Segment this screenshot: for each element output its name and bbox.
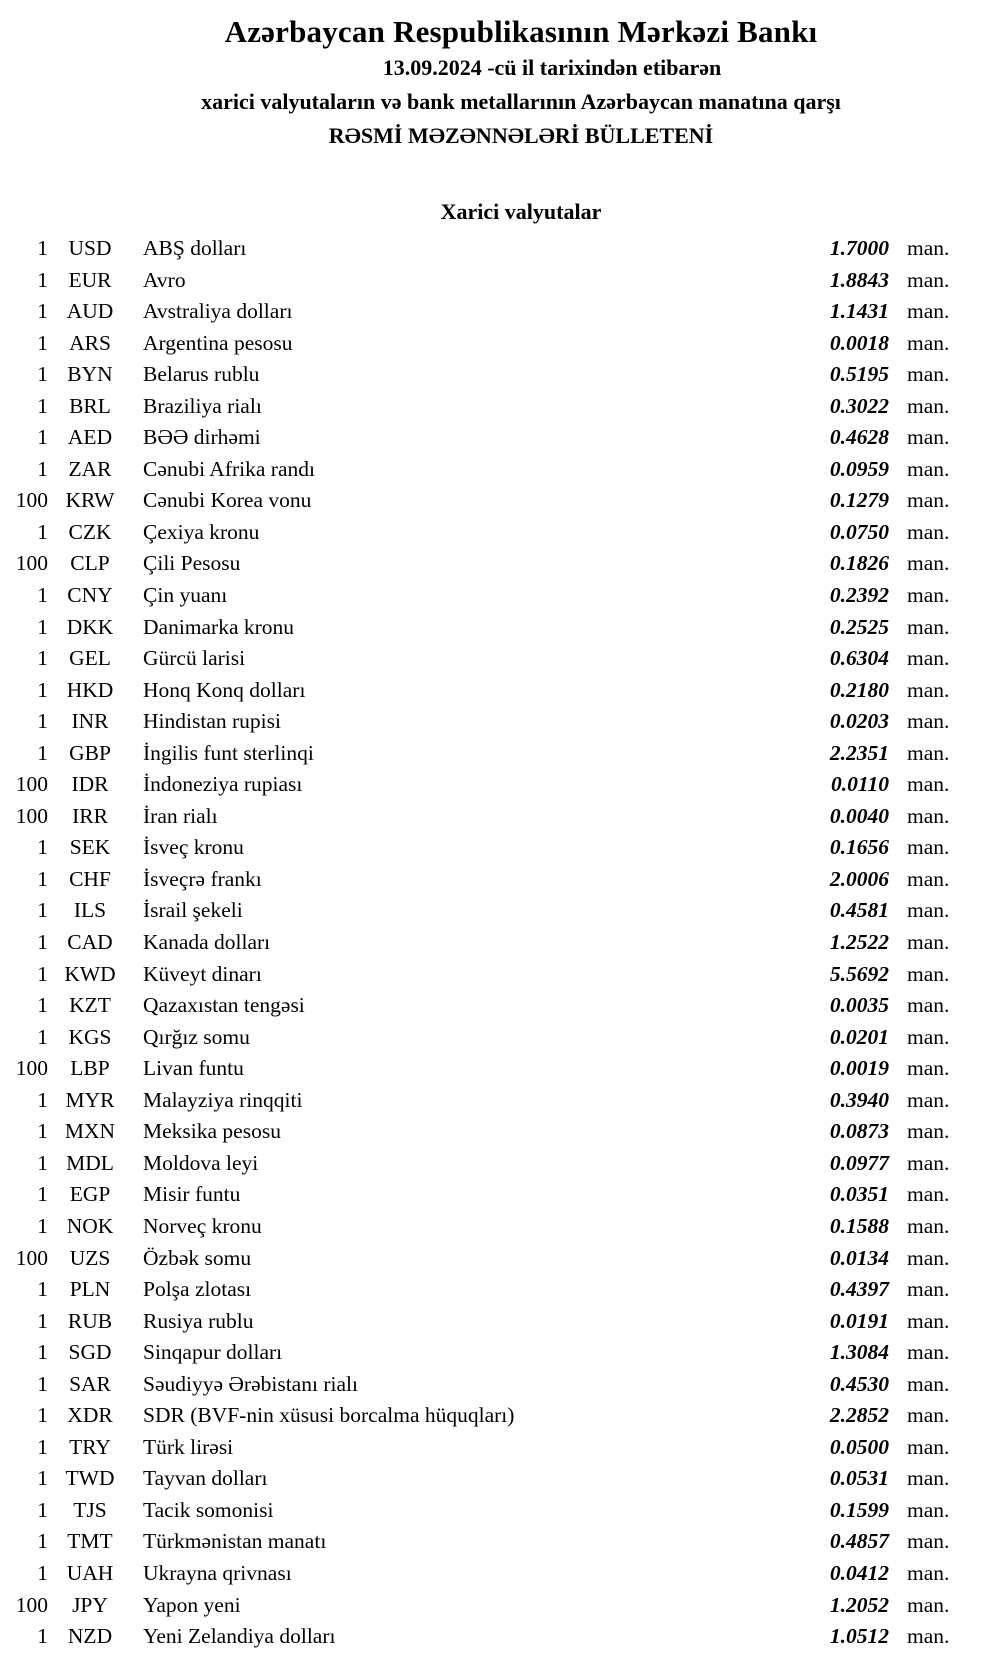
currency-name: İran rialı — [143, 803, 218, 828]
rate-value: 1.3084 — [829, 1340, 889, 1365]
exchange-rate-row — [0, 454, 965, 486]
exchange-rate-row — [0, 959, 965, 991]
currency-name: Rusiya rublu — [143, 1308, 254, 1333]
currency-unit-label: man. — [907, 1087, 950, 1112]
currency-unit-label: man. — [907, 1529, 950, 1554]
currency-unit-label: man. — [907, 1245, 950, 1270]
rate-value: 0.0959 — [829, 456, 889, 481]
rate-value: 5.5692 — [829, 961, 889, 986]
rate-value: 0.0203 — [829, 709, 889, 734]
unit-quantity: 1 — [37, 1119, 48, 1144]
currency-name: Avstraliya dolları — [143, 299, 293, 324]
currency-name: İngilis funt sterlinqi — [143, 740, 314, 765]
currency-name: Moldova leyi — [143, 1150, 259, 1175]
unit-quantity: 1 — [37, 583, 48, 608]
unit-quantity: 1 — [37, 299, 48, 324]
section-title-foreign-currencies: Xarici valyutalar — [440, 199, 602, 224]
rate-value: 0.0019 — [829, 1056, 889, 1081]
currency-code: GEL — [69, 646, 111, 671]
unit-quantity: 1 — [37, 519, 48, 544]
currency-code: KZT — [69, 993, 111, 1018]
rate-value: 1.1431 — [829, 299, 889, 324]
rate-value: 0.4857 — [829, 1529, 889, 1554]
rate-value: 1.2522 — [829, 930, 889, 955]
unit-quantity: 1 — [37, 425, 48, 450]
currency-name: Meksika pesosu — [143, 1119, 281, 1144]
exchange-rate-row — [0, 422, 965, 454]
exchange-rate-row — [0, 832, 965, 864]
rate-value: 0.5195 — [829, 362, 889, 387]
currency-name: Kanada dolları — [143, 930, 271, 955]
unit-quantity: 1 — [37, 1529, 48, 1554]
currency-unit-label: man. — [907, 330, 950, 355]
currency-code: INR — [71, 709, 109, 734]
exchange-rate-row — [0, 1621, 965, 1653]
currency-unit-label: man. — [907, 1403, 950, 1428]
currency-unit-label: man. — [907, 1434, 950, 1459]
rate-value: 0.1656 — [829, 835, 889, 860]
exchange-rate-row — [0, 1337, 965, 1369]
currency-name: Özbək somu — [143, 1245, 252, 1270]
currency-code: MYR — [65, 1087, 115, 1112]
bank-name-title: Azərbaycan Respublikasının Mərkəzi Bankı — [224, 14, 818, 49]
unit-quantity: 1 — [37, 1087, 48, 1112]
currency-unit-label: man. — [907, 709, 950, 734]
exchange-rate-row — [0, 485, 965, 517]
currency-name: ABŞ dolları — [143, 236, 247, 260]
currency-unit-label: man. — [907, 677, 950, 702]
currency-code: KGS — [68, 1024, 112, 1049]
currency-name: Polşa zlotası — [143, 1277, 252, 1302]
unit-quantity: 1 — [37, 267, 48, 292]
currency-code: DKK — [66, 614, 114, 639]
currency-unit-label: man. — [907, 1466, 950, 1491]
unit-quantity: 1 — [37, 1213, 48, 1238]
exchange-rate-row — [0, 612, 965, 644]
currency-code: CZK — [68, 519, 112, 544]
currency-code: HKD — [66, 677, 114, 702]
currency-unit-label: man. — [907, 456, 950, 481]
currency-unit-label: man. — [907, 1213, 950, 1238]
currency-code: PLN — [69, 1277, 111, 1302]
exchange-rate-row — [0, 1369, 965, 1401]
unit-quantity: 1 — [37, 1150, 48, 1175]
exchange-rate-row — [0, 296, 965, 328]
currency-name: Cənubi Afrika randı — [143, 456, 315, 481]
unit-quantity: 1 — [37, 1024, 48, 1049]
unit-quantity: 1 — [37, 393, 48, 418]
currency-unit-label: man. — [907, 1340, 950, 1365]
currency-name: Tacik somonisi — [143, 1497, 274, 1522]
exchange-rate-table — [0, 233, 1000, 1653]
currency-unit-label: man. — [907, 898, 950, 923]
rate-value: 1.0512 — [829, 1624, 889, 1649]
currency-code: TWD — [65, 1466, 115, 1491]
currency-unit-label: man. — [907, 583, 950, 608]
currency-unit-label: man. — [907, 961, 950, 986]
currency-name: Cənubi Korea vonu — [143, 488, 312, 513]
currency-name: Çexiya kronu — [143, 519, 260, 544]
currency-code: NZD — [67, 1624, 113, 1649]
rate-value: 0.0750 — [829, 519, 889, 544]
rate-value: 0.1588 — [829, 1213, 889, 1238]
currency-unit-label: man. — [907, 1624, 950, 1649]
currency-unit-label: man. — [907, 835, 950, 860]
exchange-rate-row — [0, 359, 965, 391]
unit-quantity: 1 — [37, 456, 48, 481]
currency-unit-label: man. — [907, 930, 950, 955]
currency-code: IDR — [71, 772, 109, 797]
currency-code: GBP — [69, 740, 111, 765]
currency-name: Misir funtu — [143, 1182, 241, 1207]
exchange-rate-row — [0, 233, 965, 265]
currency-unit-label: man. — [907, 614, 950, 639]
exchange-rate-row — [0, 1495, 965, 1527]
currency-unit-label: man. — [907, 488, 950, 513]
exchange-rate-row — [0, 675, 965, 707]
unit-quantity: 1 — [37, 898, 48, 923]
currency-name: Danimarka kronu — [143, 614, 295, 639]
rate-value: 0.4581 — [829, 898, 889, 923]
currency-code: BRL — [69, 393, 111, 418]
rate-value: 0.0110 — [831, 772, 889, 797]
exchange-rate-row — [0, 1053, 965, 1085]
currency-code: RUB — [67, 1308, 113, 1333]
currency-code: XDR — [67, 1403, 113, 1428]
currency-code: CNY — [67, 583, 113, 608]
rate-value: 0.2180 — [829, 677, 889, 702]
currency-name: Səudiyyə Ərəbistanı rialı — [143, 1371, 358, 1396]
exchange-rate-row — [0, 517, 965, 549]
exchange-rate-row — [0, 1306, 965, 1338]
unit-quantity: 1 — [37, 677, 48, 702]
currency-code: SAR — [69, 1371, 111, 1396]
exchange-rate-row — [0, 864, 965, 896]
unit-quantity: 1 — [37, 1497, 48, 1522]
currency-code: EGP — [69, 1182, 111, 1207]
unit-quantity: 1 — [37, 362, 48, 387]
currency-code: ILS — [73, 898, 107, 923]
currency-unit-label: man. — [907, 803, 950, 828]
rate-value: 2.2351 — [829, 740, 889, 765]
exchange-rate-row — [0, 738, 965, 770]
rate-value: 2.2852 — [829, 1403, 889, 1428]
currency-unit-label: man. — [907, 646, 950, 671]
exchange-rate-row — [0, 580, 965, 612]
currency-name: Qazaxıstan tengəsi — [143, 993, 305, 1018]
currency-unit-label: man. — [907, 519, 950, 544]
rate-value: 0.6304 — [829, 646, 889, 671]
unit-quantity: 1 — [37, 866, 48, 891]
exchange-rate-row — [0, 1243, 965, 1275]
currency-name: Çili Pesosu — [143, 551, 241, 576]
unit-quantity: 1 — [37, 993, 48, 1018]
exchange-rate-row — [0, 895, 965, 927]
exchange-rate-row — [0, 1432, 965, 1464]
currency-unit-label: man. — [907, 1592, 950, 1617]
currency-unit-label: man. — [907, 1277, 950, 1302]
rate-value: 0.1826 — [829, 551, 889, 576]
currency-code: JPY — [72, 1592, 108, 1617]
currency-unit-label: man. — [907, 1560, 950, 1585]
currency-name: Hindistan rupisi — [143, 709, 281, 734]
unit-quantity: 100 — [15, 803, 48, 828]
currency-code: BYN — [67, 362, 113, 387]
unit-quantity: 1 — [37, 961, 48, 986]
currency-unit-label: man. — [907, 993, 950, 1018]
exchange-rate-row — [0, 1590, 965, 1622]
unit-quantity: 1 — [37, 1277, 48, 1302]
rate-value: 0.0018 — [829, 330, 889, 355]
currency-code: KWD — [64, 961, 116, 986]
currency-unit-label: man. — [907, 362, 950, 387]
subject-line: xarici valyutaların və bank metallarının Azərbaycan manatına qarşı — [201, 89, 841, 114]
exchange-rate-row — [0, 769, 965, 801]
unit-quantity: 1 — [37, 236, 48, 260]
unit-quantity: 1 — [37, 1466, 48, 1491]
currency-unit-label: man. — [907, 267, 950, 292]
exchange-rate-row — [0, 1526, 965, 1558]
rate-value: 0.0977 — [829, 1150, 889, 1175]
currency-code: IRR — [72, 803, 108, 828]
currency-name: Türkmənistan manatı — [143, 1529, 327, 1554]
unit-quantity: 100 — [15, 551, 48, 576]
unit-quantity: 1 — [37, 740, 48, 765]
currency-code: TMT — [67, 1529, 113, 1554]
currency-code: SGD — [68, 1340, 112, 1365]
currency-code: MDL — [66, 1150, 114, 1175]
rate-value: 2.0006 — [829, 866, 889, 891]
exchange-rate-row — [0, 1400, 965, 1432]
rate-value: 0.0351 — [829, 1182, 889, 1207]
currency-name: İsrail şekeli — [143, 898, 243, 923]
unit-quantity: 1 — [37, 1308, 48, 1333]
rate-value: 0.4628 — [829, 425, 889, 450]
unit-quantity: 1 — [37, 614, 48, 639]
currency-name: Gürcü larisi — [143, 646, 246, 671]
currency-code: CAD — [67, 930, 113, 955]
exchange-rate-row — [0, 1274, 965, 1306]
exchange-rate-row — [0, 1211, 965, 1243]
currency-unit-label: man. — [907, 1024, 950, 1049]
exchange-rate-row — [0, 643, 965, 675]
bulletin-title-line: RƏSMİ MƏZƏNNƏLƏRİ BÜLLETENİ — [328, 123, 714, 148]
currency-name: Honq Konq dolları — [143, 677, 306, 702]
unit-quantity: 100 — [15, 488, 48, 513]
exchange-rate-row — [0, 1116, 965, 1148]
currency-code: TRY — [69, 1434, 111, 1459]
currency-code: AUD — [66, 299, 114, 324]
rate-value: 1.8843 — [829, 267, 889, 292]
exchange-rate-row — [0, 1148, 965, 1180]
exchange-rate-row — [0, 1085, 965, 1117]
exchange-rate-row — [0, 927, 965, 959]
unit-quantity: 1 — [37, 1403, 48, 1428]
unit-quantity: 100 — [15, 772, 48, 797]
rate-value: 0.0040 — [829, 803, 889, 828]
currency-code: UAH — [66, 1560, 114, 1585]
currency-name: Malayziya rinqqiti — [143, 1087, 303, 1112]
unit-quantity: 1 — [37, 330, 48, 355]
currency-unit-label: man. — [907, 866, 950, 891]
currency-name: Qırğız somu — [143, 1024, 250, 1049]
currency-unit-label: man. — [907, 425, 950, 450]
unit-quantity: 1 — [37, 1182, 48, 1207]
unit-quantity: 1 — [37, 709, 48, 734]
currency-name: Norveç kronu — [143, 1213, 262, 1238]
exchange-rate-row — [0, 548, 965, 580]
bulletin-header — [0, 0, 1000, 153]
currency-unit-label: man. — [907, 740, 950, 765]
currency-name: Türk lirəsi — [143, 1434, 234, 1459]
currency-name: Çin yuanı — [143, 583, 228, 608]
unit-quantity: 1 — [37, 1371, 48, 1396]
currency-unit-label: man. — [907, 1119, 950, 1144]
rate-value: 1.2052 — [829, 1592, 889, 1617]
currency-name: İsveçrə frankı — [143, 866, 262, 891]
currency-name: SDR (BVF-nin xüsusi borcalma hüquqları) — [143, 1403, 515, 1428]
exchange-rate-row — [0, 1179, 965, 1211]
currency-code: CHF — [69, 866, 111, 891]
rate-value: 0.0412 — [829, 1560, 889, 1585]
currency-name: İsveç kronu — [143, 835, 244, 860]
currency-name: Livan funtu — [143, 1056, 244, 1081]
unit-quantity: 1 — [37, 1340, 48, 1365]
currency-code: NOK — [66, 1213, 114, 1238]
rate-value: 0.3940 — [829, 1087, 889, 1112]
currency-code: CLP — [70, 551, 110, 576]
currency-unit-label: man. — [907, 1182, 950, 1207]
currency-code: ARS — [69, 330, 111, 355]
currency-unit-label: man. — [907, 772, 950, 797]
currency-name: Avro — [143, 267, 186, 292]
currency-code: MXN — [64, 1119, 116, 1144]
currency-unit-label: man. — [907, 236, 950, 260]
unit-quantity: 100 — [15, 1592, 48, 1617]
rate-value: 0.4397 — [829, 1277, 889, 1302]
currency-name: Sinqapur dolları — [143, 1340, 283, 1365]
rate-value: 0.0201 — [829, 1024, 889, 1049]
currency-name: Yeni Zelandiya dolları — [143, 1624, 336, 1649]
exchange-rate-row — [0, 1463, 965, 1495]
rate-value: 1.7000 — [829, 236, 889, 260]
currency-unit-label: man. — [907, 1308, 950, 1333]
exchange-rate-row — [0, 328, 965, 360]
unit-quantity: 1 — [37, 930, 48, 955]
exchange-rate-row — [0, 1022, 965, 1054]
unit-quantity: 1 — [37, 1560, 48, 1585]
effective-date-line: 13.09.2024 -cü il tarixindən etibarən — [382, 55, 722, 80]
rate-value: 0.2392 — [829, 583, 889, 608]
rate-value: 0.1599 — [829, 1497, 889, 1522]
rate-value: 0.0531 — [829, 1466, 889, 1491]
currency-code: EUR — [68, 267, 112, 292]
currency-code: AED — [67, 425, 113, 450]
currency-name: Belarus rublu — [143, 362, 260, 387]
currency-unit-label: man. — [907, 551, 950, 576]
currency-name: BƏƏ dirhəmi — [143, 425, 261, 450]
exchange-rate-row — [0, 801, 965, 833]
currency-unit-label: man. — [907, 393, 950, 418]
rate-value: 0.0500 — [829, 1434, 889, 1459]
currency-name: Ukrayna qrivnası — [143, 1560, 292, 1585]
rate-value: 0.3022 — [829, 393, 889, 418]
currency-code: USD — [68, 236, 112, 260]
unit-quantity: 1 — [37, 1624, 48, 1649]
rate-value: 0.0191 — [829, 1308, 889, 1333]
currency-unit-label: man. — [907, 1150, 950, 1175]
currency-code: ZAR — [68, 456, 112, 481]
rate-value: 0.1279 — [829, 488, 889, 513]
currency-unit-label: man. — [907, 299, 950, 324]
unit-quantity: 100 — [15, 1056, 48, 1081]
rate-value: 0.4530 — [829, 1371, 889, 1396]
unit-quantity: 100 — [15, 1245, 48, 1270]
currency-name: Argentina pesosu — [143, 330, 293, 355]
currency-name: Braziliya rialı — [143, 393, 262, 418]
currency-name: Küveyt dinarı — [143, 961, 262, 986]
currency-unit-label: man. — [907, 1056, 950, 1081]
rate-value: 0.2525 — [829, 614, 889, 639]
currency-unit-label: man. — [907, 1371, 950, 1396]
currency-code: TJS — [73, 1497, 107, 1522]
currency-name: İndoneziya rupiası — [143, 772, 303, 797]
unit-quantity: 1 — [37, 646, 48, 671]
exchange-rate-row — [0, 1558, 965, 1590]
exchange-rate-row — [0, 706, 965, 738]
unit-quantity: 1 — [37, 835, 48, 860]
rate-value: 0.0035 — [829, 993, 889, 1018]
currency-code: SEK — [69, 835, 111, 860]
currency-code: UZS — [69, 1245, 111, 1270]
rate-value: 0.0873 — [829, 1119, 889, 1144]
unit-quantity: 1 — [37, 1434, 48, 1459]
exchange-rate-row — [0, 265, 965, 297]
currency-code: KRW — [65, 488, 115, 513]
currency-name: Tayvan dolları — [143, 1466, 268, 1491]
exchange-rate-row — [0, 990, 965, 1022]
currency-name: Yapon yeni — [143, 1592, 241, 1617]
currency-code: LBP — [70, 1056, 110, 1081]
exchange-rate-row — [0, 391, 965, 423]
rate-value: 0.0134 — [829, 1245, 889, 1270]
currency-unit-label: man. — [907, 1497, 950, 1522]
